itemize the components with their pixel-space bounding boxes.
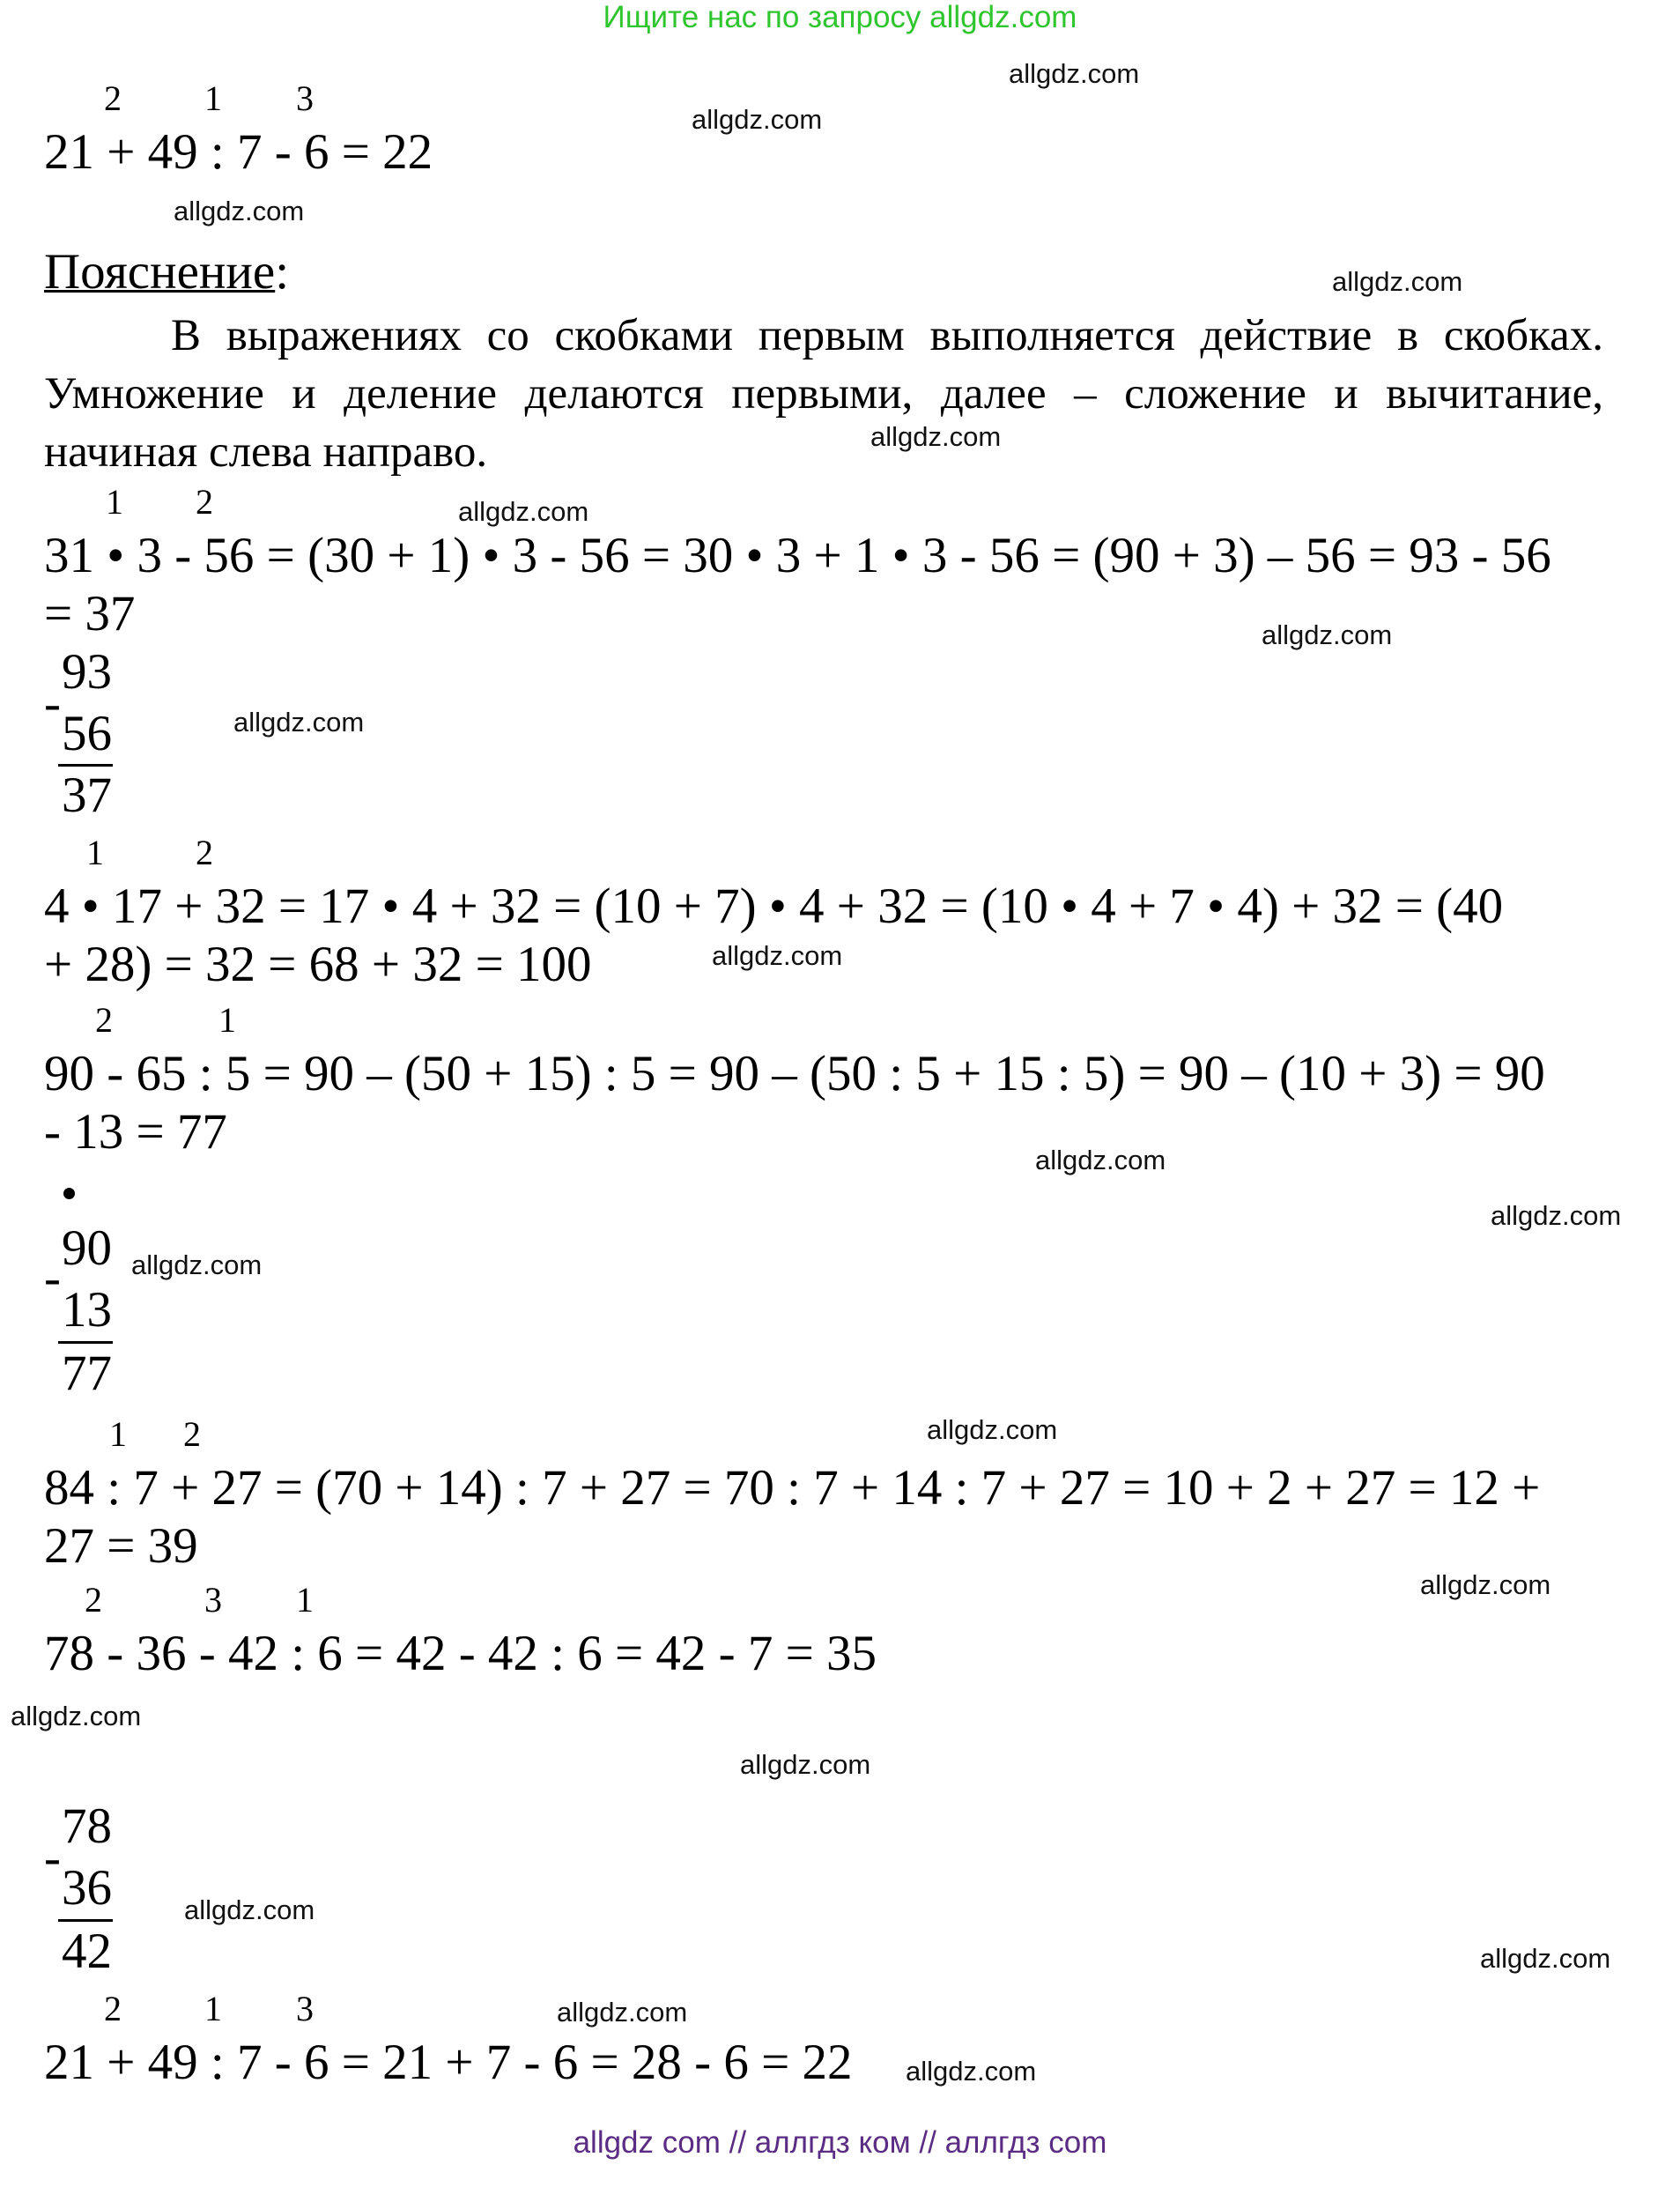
expression: 21 + 49 : 7 - 6 = 22 bbox=[44, 124, 433, 180]
solution-line: 84 : 7 + 27 = (70 + 14) : 7 + 27 = 70 : 7 + 14 : 7 + 27 = 10 + 2 + 27 = 12 + bbox=[44, 1460, 1541, 1516]
solution-line: = 37 bbox=[44, 586, 136, 641]
column-sign: - bbox=[44, 1830, 61, 1886]
watermark: allgdz.com bbox=[11, 1701, 142, 1731]
watermark: allgdz.com bbox=[712, 940, 843, 971]
column-bottom: 13 bbox=[62, 1282, 112, 1338]
order-mark: 3 bbox=[296, 1989, 314, 2028]
watermark: allgdz.com bbox=[131, 1249, 263, 1280]
bullet-mark bbox=[63, 1188, 75, 1199]
watermark: allgdz.com bbox=[906, 2056, 1037, 2087]
footer-links[interactable]: allgdz com // аллгдз ком // аллгдз com bbox=[573, 2125, 1107, 2160]
column-top: 90 bbox=[62, 1220, 112, 1276]
column-sign: - bbox=[44, 1250, 61, 1306]
explanation-heading-colon: : bbox=[275, 244, 290, 300]
solution-line: 27 = 39 bbox=[44, 1518, 198, 1574]
order-mark: 1 bbox=[86, 833, 104, 872]
order-mark: 3 bbox=[204, 1580, 222, 1620]
order-mark: 3 bbox=[296, 78, 314, 118]
order-mark: 2 bbox=[104, 1989, 122, 2028]
watermark: allgdz.com bbox=[233, 707, 365, 738]
column-line bbox=[58, 1919, 113, 1922]
column-bottom: 36 bbox=[62, 1860, 112, 1916]
watermark: allgdz.com bbox=[557, 1997, 688, 2028]
order-mark: 1 bbox=[106, 482, 123, 522]
watermark: allgdz.com bbox=[174, 196, 305, 226]
order-mark: 2 bbox=[183, 1414, 201, 1454]
watermark: allgdz.com bbox=[184, 1894, 315, 1925]
column-top: 93 bbox=[62, 644, 112, 700]
solution-line: 90 - 65 : 5 = 90 – (50 + 15) : 5 = 90 – (50 : 5 + 15 : 5) = 90 – (10 + 3) = 90 bbox=[44, 1046, 1545, 1101]
solution-line: 21 + 49 : 7 - 6 = 21 + 7 - 6 = 28 - 6 = 22 bbox=[44, 2035, 853, 2090]
explanation-heading-text: Пояснение bbox=[44, 244, 276, 300]
watermark: allgdz.com bbox=[1332, 266, 1463, 297]
solution-line: 78 - 36 - 42 : 6 = 42 - 42 : 6 = 42 - 7 = 35 bbox=[44, 1626, 877, 1681]
column-bottom: 56 bbox=[62, 706, 112, 761]
watermark: allgdz.com bbox=[740, 1749, 871, 1780]
order-mark: 2 bbox=[196, 833, 213, 872]
order-mark: 2 bbox=[95, 1000, 113, 1040]
column-result: 77 bbox=[62, 1346, 112, 1401]
column-top: 78 bbox=[62, 1798, 112, 1854]
order-mark: 1 bbox=[296, 1580, 314, 1620]
watermark: allgdz.com bbox=[458, 496, 589, 527]
watermark: allgdz.com bbox=[1009, 58, 1140, 89]
explanation-heading bbox=[44, 243, 289, 300]
watermark: allgdz.com bbox=[927, 1414, 1058, 1445]
watermark: allgdz.com bbox=[870, 421, 1002, 452]
order-mark: 1 bbox=[204, 1989, 222, 2028]
watermark: allgdz.com bbox=[1491, 1200, 1622, 1231]
solution-line: 4 • 17 + 32 = 17 • 4 + 32 = (10 + 7) • 4 + 32 = (10 • 4 + 7 • 4) + 32 = (40 bbox=[44, 879, 1504, 934]
solution-line: - 13 = 77 bbox=[44, 1104, 227, 1160]
watermark: allgdz.com bbox=[1262, 619, 1393, 650]
order-mark: 1 bbox=[109, 1414, 127, 1454]
watermark: allgdz.com bbox=[1035, 1145, 1166, 1175]
order-mark: 2 bbox=[85, 1580, 102, 1620]
order-mark: 2 bbox=[196, 482, 213, 522]
watermark: allgdz.com bbox=[1480, 1943, 1611, 1974]
header-search-hint[interactable]: Ищите нас по запросу allgdz.com bbox=[603, 0, 1077, 34]
column-sign: - bbox=[44, 676, 61, 731]
explanation-paragraph: В выражениях со скобками первым выполняется действие в скобках. Умножение и деление делаются первыми, далее – сложение и вычитание, начиная слева направо. bbox=[44, 311, 1603, 477]
order-mark: 1 bbox=[204, 78, 222, 118]
order-mark: 1 bbox=[218, 1000, 236, 1040]
watermark: allgdz.com bbox=[1420, 1569, 1551, 1600]
column-result: 42 bbox=[62, 1924, 112, 1979]
solution-line: 31 • 3 - 56 = (30 + 1) • 3 - 56 = 30 • 3 + 1 • 3 - 56 = (90 + 3) – 56 = 93 - 56 bbox=[44, 528, 1551, 583]
column-line bbox=[58, 1341, 113, 1344]
order-mark: 2 bbox=[104, 78, 122, 118]
column-result: 37 bbox=[62, 767, 112, 823]
watermark: allgdz.com bbox=[692, 104, 823, 135]
solution-line: + 28) = 32 = 68 + 32 = 100 bbox=[44, 937, 592, 992]
